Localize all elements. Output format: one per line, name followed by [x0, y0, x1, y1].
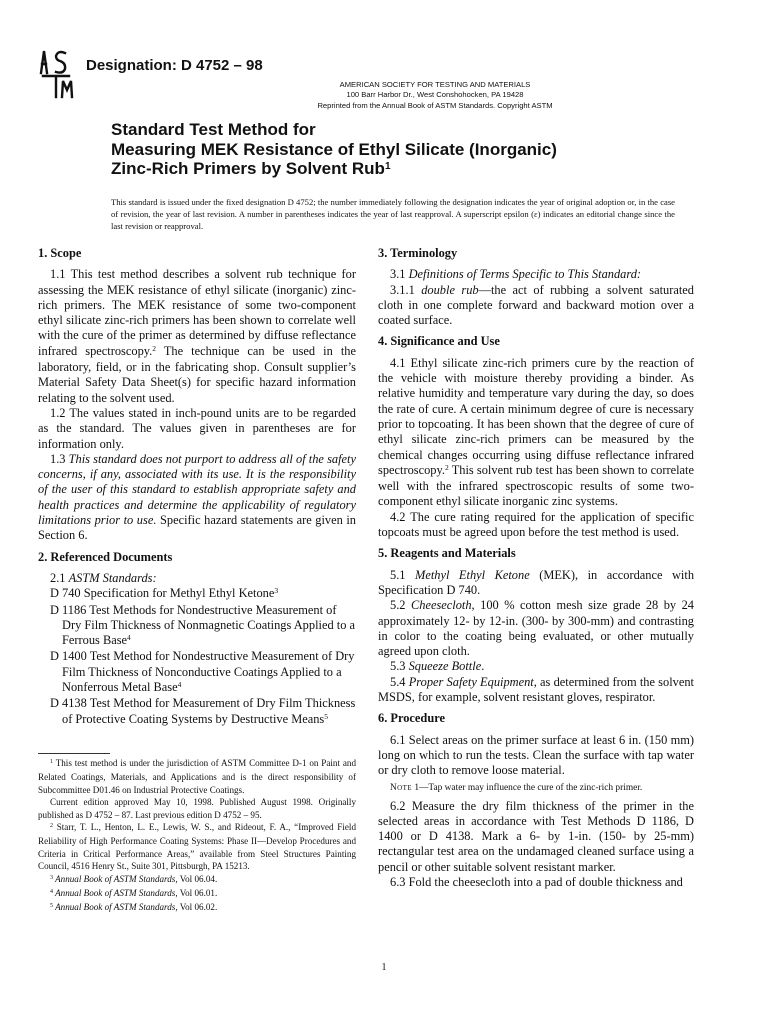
footnote-2: $^2$ Starr, T. L., Henton, L. E., Lewis, W. S., and Rideout, F. A., “Improved Field Reliability of High Performance Coating Systems: Phase II—Develop Procedures and Criteria in Critical Performance Areas,” available from Steel Structures Painting Council, 4516 Henry St., Suite 301, Pittsburgh, PA 15213.: [38, 822, 356, 872]
reprint-notice: Reprinted from the Annual Book of ASTM Standards. Copyright ASTM: [317, 100, 553, 110]
paragraph-1-2: 1.2 The values stated in inch-pound units are to be regarded as the standard. The values given in parentheses are for information only.: [38, 405, 356, 451]
reference-item: D 740 Specification for Methyl Ethyl Ketone$^3$: [50, 586, 279, 601]
paragraph-5-1: 5.1 Methyl Ethyl Ketone (MEK), in accordance with Specification D 740.: [378, 567, 695, 597]
title-line-2: Measuring MEK Resistance of Ethyl Silicate (Inorganic): [111, 139, 557, 159]
section-heading-procedure: 6. Procedure: [378, 711, 445, 726]
title-line-1: Standard Test Method for: [111, 120, 316, 139]
paragraph-5-2: 5.2 Cheesecloth, 100 % cotton mesh size grade 28 by 24 approximately 12- by 12-in. (300- by 300-mm) and contrasting in color to the coating being evaluated, or other mutually agreed upon cloth.: [378, 598, 694, 659]
section-heading-reagents: 5. Reagents and Materials: [378, 546, 516, 561]
paragraph-6-1: 6.1 Select areas on the primer surface at least 6 in. (150 mm) long on which to run the tests. Clean the surface with tap water or dry cloth to remove loose material.: [378, 732, 694, 778]
paragraph-4-1: 4.1 Ethyl silicate zinc-rich primers cure by the reaction of the vehicle with moisture thereby providing a binder. As relative humidity and temperature vary during the day, so does the rate of cure. A certain minimum degree of cure is necessary prior to topcoating. It has been shown that the degree of cure of ethyl silicate zinc-rich primers can be measured by the chemical changes occurring using diffuse reflectance infrared spectroscopy.$^2$ This solvent rub test has been shown to correlate well with the infrared spectroscopic results of some two-component ethyl silicate inorganic zinc systems.: [378, 355, 694, 509]
astm-logo: [38, 48, 74, 100]
footnote-divider: [38, 753, 110, 754]
publisher-name: AMERICAN SOCIETY FOR TESTING AND MATERIALS: [339, 80, 531, 89]
paragraph-5-3: 5.3 Squeeze Bottle.: [390, 659, 485, 674]
paragraph-5-4: 5.4 Proper Safety Equipment, as determined from the solvent MSDS, for example, solvent resistant gloves, respirator.: [378, 674, 694, 705]
designation: Designation: D 4752 – 98: [86, 57, 263, 74]
title-footnote-mark: 1: [384, 161, 391, 172]
paragraph-1-1: 1.1 This test method describes a solvent rub technique for assessing the MEK resistance of ethyl silicate (inorganic) zinc-rich primers. The MEK resistance of some two-component ethyl silicate zinc-rich primers has been shown to correlate well with the cure of the primer as determined by diffuse reflectance infrared spectroscopy.$^2$ The technique can be used in the laboratory, field, or in the fabricating shop. Consult supplier’s Material Safety Data Sheet(s) for specific hazard information relating to the solvent used.: [38, 267, 356, 405]
reference-item: D 4138 Test Method for Measurement of Dry Film Thickness of Protective Coating Systems by Destructive Means$^5$: [50, 696, 356, 726]
section-heading-referenced-documents: 2. Referenced Documents: [38, 549, 173, 564]
section-heading-terminology: 3. Terminology: [378, 246, 458, 260]
publisher-address: 100 Barr Harbor Dr., West Conshohocken, PA 19428: [346, 90, 524, 100]
paragraph-4-2: 4.2 The cure rating required for the application of specific topcoats must be agreed upon before the test method is used.: [378, 509, 694, 540]
footnote-4: $^4$ Annual Book of ASTM Standards, Vol 06.01.: [50, 888, 218, 899]
footnote-1-edition: Current edition approved May 10, 1998. Published August 1998. Originally published as D 4752 – 87. Last previous edition D 4752 – 95.: [38, 797, 356, 820]
footnote-3: $^3$ Annual Book of ASTM Standards, Vol 06.04.: [50, 873, 218, 884]
paragraph-3-1: 3.1 Definitions of Terms Specific to This Standard:: [390, 267, 642, 282]
left-column: [38, 246, 356, 728]
note-1: Note 1—Tap water may influence the cure of the zinc-rich primer.: [390, 782, 643, 793]
paragraph-6-3: 6.3 Fold the cheesecloth into a pad of double thickness and: [390, 874, 683, 889]
document-title: [111, 120, 711, 182]
paragraph-2-1: 2.1 ASTM Standards:: [50, 570, 157, 585]
footnotes: [38, 757, 356, 916]
reference-item: D 1186 Test Methods for Nondestructive Measurement of Dry Film Thickness of Nonmagnetic Coatings Applied to a Ferrous Base$^4$: [50, 602, 355, 648]
section-heading-scope: 1. Scope: [38, 246, 82, 260]
paragraph-3-1-1: 3.1.1 double rub—the act of rubbing a solvent saturated cloth in one complete forward and backward motion over a coated surface.: [378, 282, 694, 328]
page-number: 1: [381, 962, 387, 973]
footnote-1: $^1$ This test method is under the jurisdiction of ASTM Committee D-1 on Paint and Related Coatings, Materials, and Applications and is the direct responsibility of Subcommittee D01.46 on Industrial Protective Coatings.: [38, 758, 356, 795]
reference-item: D 1400 Test Method for Nondestructive Measurement of Dry Film Thickness of Nonconductive Coatings Applied to a Nonferrous Metal Base$^4$: [50, 649, 355, 695]
title-line-3: Zinc-Rich Primers by Solvent Rub$^1$: [111, 159, 391, 178]
paragraph-6-2: 6.2 Measure the dry film thickness of the primer in the selected areas in accordance with Test Methods D 1186, D 1400 or D 4138. Mark a 6- by 1-in. (150- by 25-mm) rectangular test area on the undamaged cleaned surface using a pencil or other suitable solvent resistant marker.: [378, 798, 694, 874]
publisher-info: [200, 80, 670, 111]
right-column: [378, 246, 694, 890]
footnote-5: $^5$ Annual Book of ASTM Standards, Vol 06.02.: [50, 902, 218, 913]
designation-notice: This standard is issued under the fixed designation D 4752; the number immediately following the designation indicates the year of original adoption or, in the case of revision, the year of last revision. A number in parentheses indicates the year of last reapproval. A superscript epsilon (ε) indicates an editorial change since the last revision or reapproval.: [111, 197, 675, 231]
section-heading-significance: 4. Significance and Use: [378, 334, 500, 349]
paragraph-1-3: 1.3 This standard does not purport to address all of the safety concerns, if any, associated with its use. It is the responsibility of the user of this standard to establish appropriate safety and health practices and determine the applicability of regulatory limitations prior to use. Specific hazard statements are given in Section 6.: [38, 451, 356, 543]
